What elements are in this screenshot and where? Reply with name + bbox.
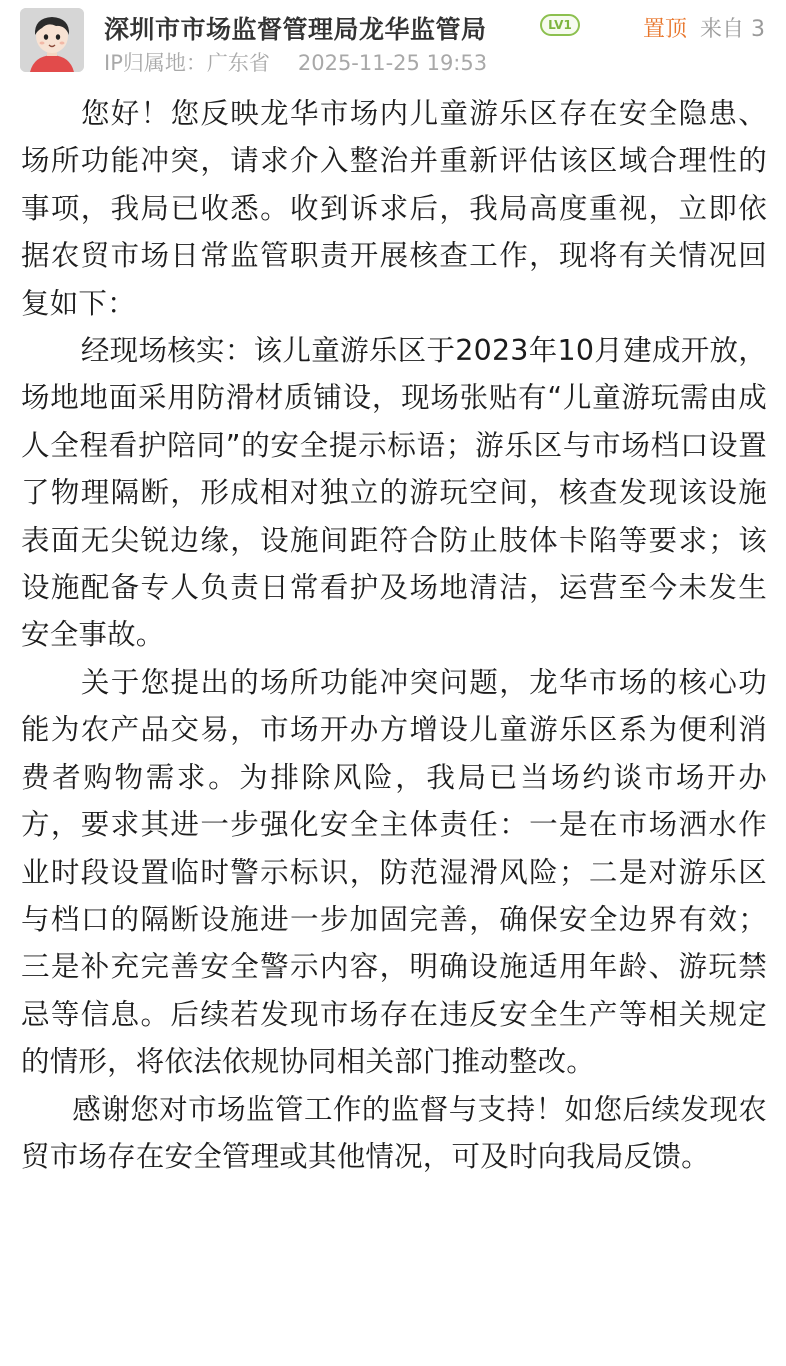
- cartoon-boy-avatar-icon: [20, 8, 84, 72]
- post-meta: [104, 47, 487, 77]
- post-paragraph: 关于您提出的场所功能冲突问题，龙华市场的核心功能为农产品交易，市场开办方增设儿童游乐区系为便利消费者购物需求。为排除风险，我局已当场约谈市场开办方，要求其进一步强化安全主体责任：一是在市场洒水作业时段设置临时警示标识，防范湿滑风险；二是对游乐区与档口的隔断设施进一步加固完善，确保安全边界有效；三是补充完善安全警示内容，明确设施适用年龄、游玩禁忌等信息。后续若发现市场存在违反安全生产等相关规定的情形，将依法依规协同相关部门推动整改。: [21, 665, 767, 1079]
- ip-location: IP归属地：广东省: [104, 51, 270, 75]
- post-paragraph: 您好！您反映龙华市场内儿童游乐区存在安全隐患、场所功能冲突，请求介入整治并重新评估该区域合理性的事项，我局已收悉。收到诉求后，我局高度重视，立即依据农贸市场日常监管职责开展核查工作，现将有关情况回复如下：: [21, 97, 767, 320]
- pinned-label: 置顶: [643, 17, 688, 42]
- source-label: 来自 3: [700, 17, 765, 42]
- avatar[interactable]: [20, 8, 84, 72]
- post-paragraph: 感谢您对市场监管工作的监督与支持！如您后续发现农贸市场存在安全管理或其他情况，可及时向我局反馈。: [21, 1092, 767, 1173]
- post-content: [21, 90, 767, 1180]
- post-timestamp: 2025-11-25 19:53: [297, 51, 488, 75]
- level-badge: LV1: [540, 14, 580, 36]
- post-header: [0, 0, 786, 80]
- author-name[interactable]: 深圳市市场监督管理局龙华监管局: [104, 15, 487, 44]
- post-paragraph: 经现场核实：该儿童游乐区于2023年10月建成开放，场地地面采用防滑材质铺设，现场张贴有“儿童游玩需由成人全程看护陪同”的安全提示标语；游乐区与市场档口设置了物理隔断，形成相对独立的游玩空间，核查发现该设施表面无尖锐边缘，设施间距符合防止肢体卡陷等要求；该设施配备专人负责日常看护及场地清洁，运营至今未发生安全事故。: [21, 334, 767, 652]
